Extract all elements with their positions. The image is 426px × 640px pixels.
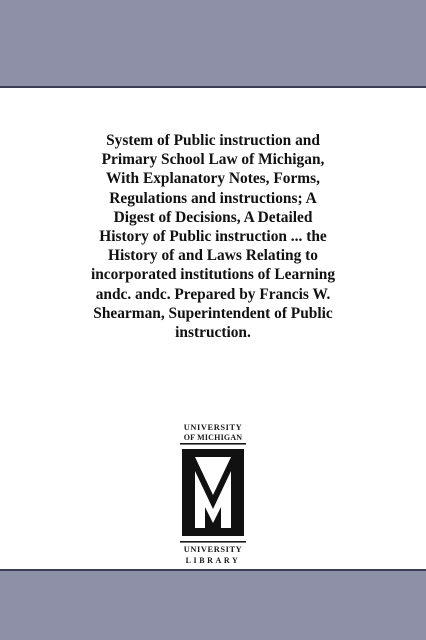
block-m-icon bbox=[182, 449, 244, 536]
logo-bottom-line-2: LIBRARY bbox=[185, 556, 241, 565]
book-title: System of Public instruction and Primary School Law of Michigan, With Explanatory Notes, Forms, Regulations and instructions; A Digest of Decisions, A Detailed History of Public instruction ... the History of and Laws Relating to incorporated institutions of Learning andc. andc. Prepared by Francis W. Shearman, Superintendent of Public instruction. bbox=[90, 132, 336, 342]
logo-bottom-line-1: UNIVERSITY bbox=[183, 545, 243, 554]
logo-top-line-1: UNIVERSITY bbox=[183, 423, 243, 432]
top-color-band bbox=[0, 0, 426, 86]
bottom-color-band bbox=[0, 571, 426, 640]
logo-top-line-2: OF MICHIGAN bbox=[183, 433, 243, 442]
university-of-michigan-library-logo-icon bbox=[176, 421, 250, 567]
logo-top-rule bbox=[180, 443, 246, 445]
logo-bottom-rule bbox=[180, 541, 246, 543]
top-band-edge bbox=[0, 86, 426, 88]
